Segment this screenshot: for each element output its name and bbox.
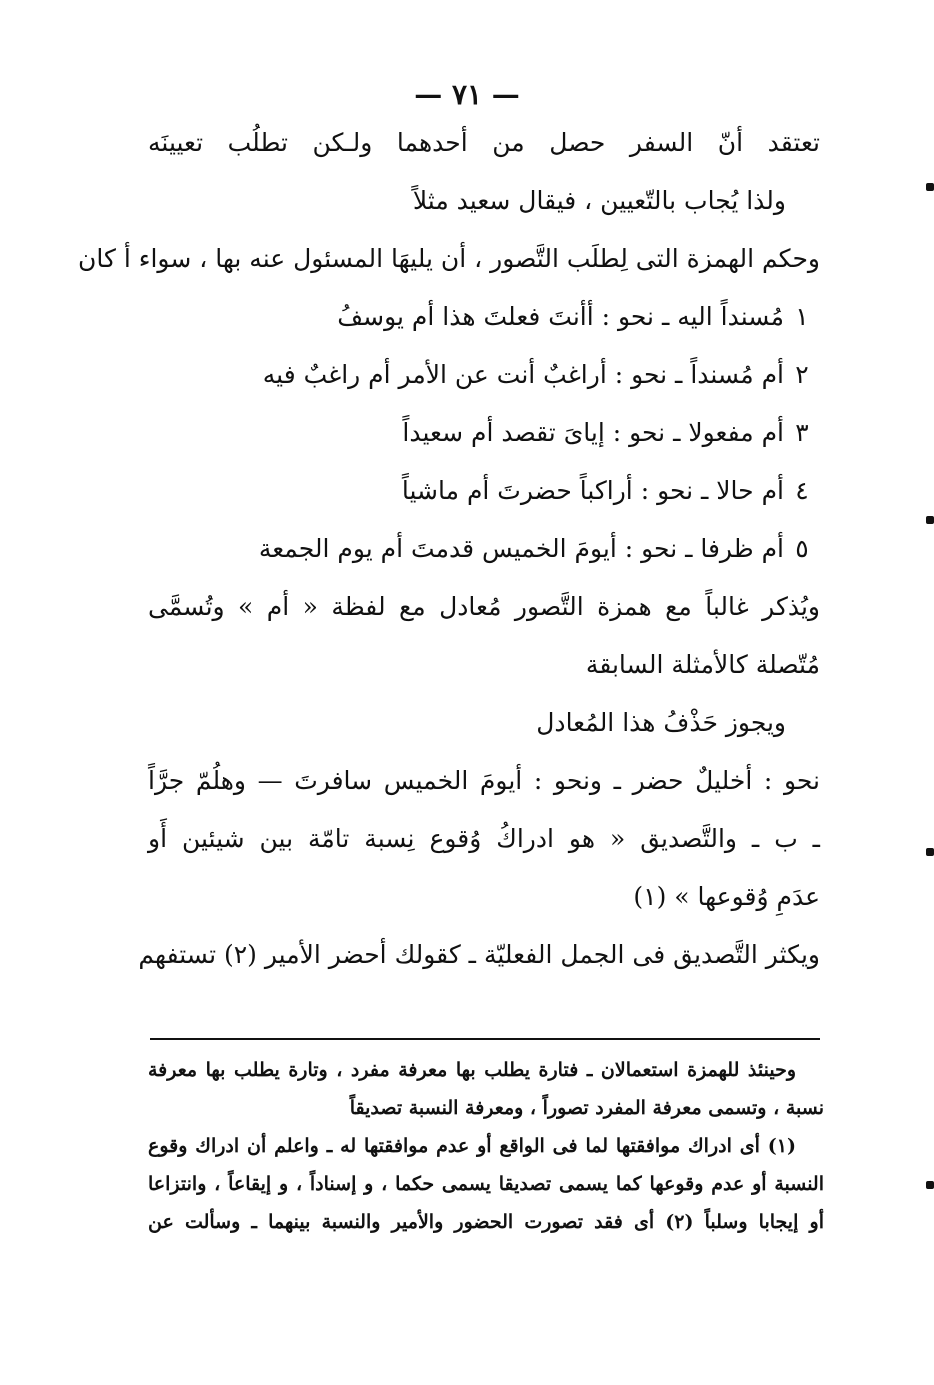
- text-line: ـ ب ـ والتَّصديق « هو ادراكُ وُقوع نِسبة تامّة بين شيئين أَو: [148, 824, 820, 853]
- footnote-line: نسبة ، وتسمى معرفة المفرد تصوراً ، ومعرفة النسبة تصديقاً: [349, 1097, 824, 1119]
- item-text: مُسنداً اليه ـ نحو : أأنتَ فعلتَ هذا أم يوسفُ: [337, 302, 784, 331]
- margin-mark: [926, 183, 934, 191]
- text-line: ويجوز حَذْفُ هذا المُعادل: [536, 708, 786, 737]
- text-line: وحكم الهمزة التى لِطلَب التَّصور ، أن يليهَا المسئول عنه بها ، سواء أ كان: [78, 244, 820, 273]
- item-text: أم حالا ـ نحو : أراكباً حضرتَ أم ماشياً: [401, 476, 784, 505]
- text-line: نحو : أخليلٌ حضر ـ ونحو : أيومَ الخميس سافرتَ — وهلُمّ جرَّاً: [148, 766, 820, 795]
- footnote-line: وحينئذ للهمزة استعمالان ـ فتارة يطلب بها معرفة مفرد ، وتارة يطلب بها معرفة: [148, 1059, 796, 1081]
- list-item: [148, 534, 820, 564]
- list-item: [148, 418, 820, 448]
- margin-mark: [926, 516, 934, 524]
- text-line: ويكثر التَّصديق فى الجمل الفعليّة ـ كقولك أحضر الأمير (٢) تستفهم: [138, 940, 820, 969]
- page-number: — ٧١ —: [414, 78, 520, 111]
- item-number: ٤: [795, 476, 809, 505]
- list-item: [148, 476, 820, 506]
- item-text: أم ظرفا ـ نحو : أيومَ الخميس قدمتَ أم يوم الجمعة: [258, 534, 784, 563]
- text-line: ويُذكر غالباً مع همزة التَّصور مُعادل مع لفظة « أم » وتُسمَّى: [148, 592, 820, 621]
- footnote-line: أو إيجابا وسلباً (٢) أى فقد تصورت الحضور والأمير والنسبة بينهما ـ وسألت عن: [148, 1211, 824, 1233]
- text-line: مُتّصلة كالأمثلة السابقة: [585, 650, 820, 679]
- item-number: ٥: [795, 534, 809, 563]
- margin-mark: [926, 848, 934, 856]
- item-number: ١: [795, 302, 809, 331]
- text-line: عدَمِ وُقوعها » (١): [633, 882, 820, 911]
- text-line: تعتقد أنّ السفر حصل من أحدهما ولـكن تطلُب تعيينَه: [148, 128, 820, 157]
- main-text: [78, 128, 820, 998]
- item-text: أم مُسنداً ـ نحو : أراغبٌ أنت عن الأمر أم راغبٌ فيه: [262, 360, 784, 389]
- item-number: ٣: [795, 418, 809, 447]
- margin-mark: [926, 1181, 934, 1189]
- item-number: ٢: [795, 360, 809, 389]
- list-item: [148, 360, 820, 390]
- footnotes: [148, 1058, 824, 1248]
- text-line: ولذا يُجاب بالتّعيين ، فيقال سعيد مثلاً: [412, 186, 786, 215]
- footnote-line: النسبة أو عدم وقوعها كما يسمى تصديقا يسمى حكما ، و إسناداً ، و إيقاعاً ، وانتزاعا: [148, 1173, 824, 1195]
- footnote-divider: [150, 1038, 820, 1040]
- footnote-line: (١) أى ادراك موافقتها لما فى الواقع أو عدم موافقتها له ـ واعلم أن ادراك وقوع: [148, 1135, 796, 1157]
- item-text: أم مفعولا ـ نحو : إياىَ تقصد أم سعيداً: [402, 418, 784, 447]
- list-item: [148, 302, 820, 332]
